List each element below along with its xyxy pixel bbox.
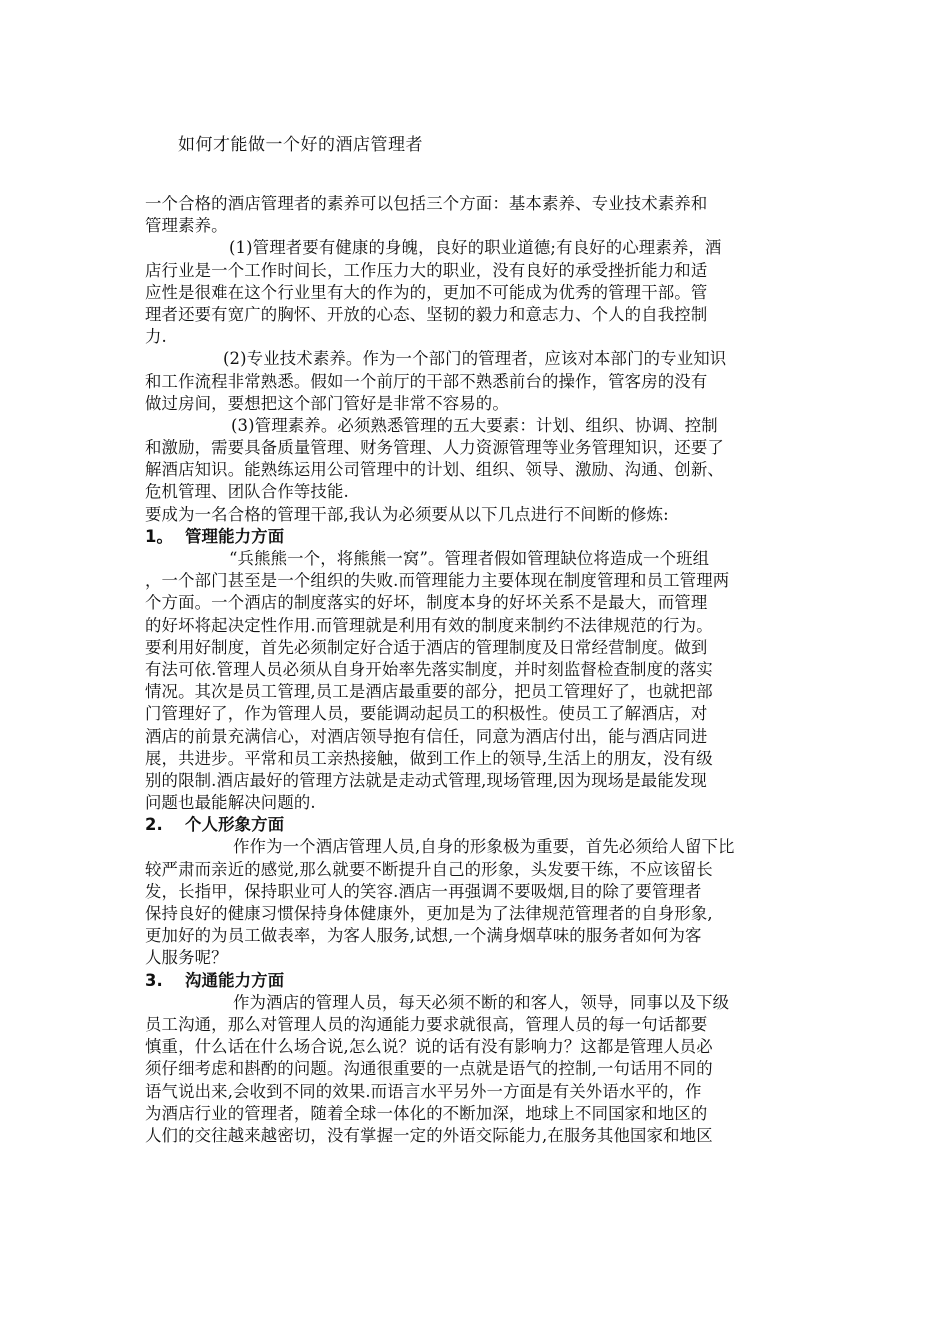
text-line: 人服务呢？ bbox=[145, 948, 228, 968]
transition-line: 要成为一名合格的管理干部,我认为必须要从以下几点进行不间断的修炼: bbox=[145, 504, 669, 524]
text-line: 须仔细考虑和斟酌的问题。沟通很重要的一点就是语气的控制,一句话用不同的 bbox=[145, 1059, 713, 1079]
text-line: 力. bbox=[145, 327, 167, 347]
section-number: 3. bbox=[145, 970, 163, 990]
section-3 bbox=[145, 970, 810, 1148]
section-title: 个人形象方面 bbox=[185, 815, 285, 835]
text-line: 为酒店行业的管理者，随着全球一体化的不断加深，地球上不同国家和地区的 bbox=[145, 1103, 708, 1123]
text-line: 展，共进步。平常和员工亲热接触，做到工作上的领导,生活上的朋友，没有级 bbox=[145, 748, 713, 768]
section-2 bbox=[145, 814, 810, 969]
text-line: (1)管理者要有健康的身魄，良好的职业道德;有良好的心理素养，酒 bbox=[229, 238, 722, 258]
text-line: 更加好的为员工做表率，为客人服务,试想,一个满身烟草味的服务者如何为客 bbox=[145, 926, 702, 946]
text-line: “兵熊熊一个，将熊熊一窝”。管理者假如管理缺位将造成一个班组 bbox=[229, 549, 710, 568]
text-line: 问题也最能解决问题的. bbox=[145, 793, 316, 813]
text-line: 员工沟通，那么对管理人员的沟通能力要求就很高，管理人员的每一句话都要 bbox=[145, 1014, 708, 1034]
text-line: (2)专业技术素养。作为一个部门的管理者，应该对本部门的专业知识 bbox=[223, 349, 727, 369]
text-line: 情况。其次是员工管理,员工是酒店最重要的部分，把员工管理好了，也就把部 bbox=[145, 682, 713, 702]
section-title: 管理能力方面 bbox=[185, 526, 285, 546]
text-line: 危机管理、团队合作等技能. bbox=[145, 482, 349, 502]
document-body bbox=[145, 193, 810, 1147]
text-line: 作为酒店的管理人员，每天必须不断的和客人，领导，同事以及下级 bbox=[233, 992, 730, 1012]
text-line: 语气说出来,会收到不同的效果.而语言水平另外一方面是有关外语水平的，作 bbox=[145, 1081, 702, 1101]
text-line: 店行业是一个工作时间长，工作压力大的职业，没有良好的承受挫折能力和适 bbox=[145, 260, 708, 280]
section-number: 2. bbox=[145, 815, 163, 835]
section-heading bbox=[145, 814, 810, 836]
text-line: 应性是很难在这个行业里有大的作为的，更加不可能成为优秀的管理干部。管 bbox=[145, 282, 708, 302]
text-line: ，一个部门甚至是一个组织的失败.而管理能力主要体现在制度管理和员工管理两 bbox=[145, 571, 730, 591]
section-number: 1。 bbox=[145, 526, 174, 546]
section-heading bbox=[145, 526, 810, 548]
text-line: 理者还要有宽广的胸怀、开放的心态、坚韧的毅力和意志力、个人的自我控制 bbox=[145, 304, 708, 324]
text-line: 的好坏将起决定性作用.而管理就是利用有效的制度来制约不法律规范的行为。 bbox=[145, 615, 713, 635]
text-line: 个方面。一个酒店的制度落实的好坏，制度本身的好坏关系不是最大，而管理 bbox=[145, 593, 708, 613]
text-line: (3)管理素养。必须熟悉管理的五大要素：计划、组织、协调、控制 bbox=[231, 415, 718, 435]
text-line: 和工作流程非常熟悉。假如一个前厅的干部不熟悉前台的操作，管客房的没有 bbox=[145, 371, 708, 391]
text-line: 做过房间，要想把这个部门管好是非常不容易的。 bbox=[145, 393, 509, 413]
section-heading bbox=[145, 970, 810, 992]
text-line: 和激励，需要具备质量管理、财务管理、人力资源管理等业务管理知识，还要了 bbox=[145, 438, 724, 458]
text-line: 管理素养。 bbox=[145, 216, 228, 236]
text-line: 解酒店知识。能熟练运用公司管理中的计划、组织、领导、激励、沟通、创新、 bbox=[145, 460, 724, 480]
point-3-paragraph bbox=[145, 415, 810, 504]
point-2-paragraph bbox=[145, 348, 810, 415]
point-1-paragraph bbox=[145, 237, 810, 348]
text-line: 别的限制.酒店最好的管理方法就是走动式管理,现场管理,因为现场是最能发现 bbox=[145, 770, 707, 790]
text-line: 慎重，什么话在什么场合说,怎么说？说的话有没有影响力？这都是管理人员必 bbox=[145, 1037, 713, 1057]
text-line: 人们的交往越来越密切，没有掌握一定的外语交际能力,在服务其他国家和地区 bbox=[145, 1125, 713, 1145]
intro-paragraph bbox=[145, 193, 810, 237]
text-line: 门管理好了，作为管理人员，要能调动起员工的积极性。使员工了解酒店，对 bbox=[145, 704, 708, 724]
section-1 bbox=[145, 526, 810, 814]
text-line: 作作为一个酒店管理人员,自身的形象极为重要，首先必须给人留下比 bbox=[233, 837, 735, 857]
page-title: 如何才能做一个好的酒店管理者 bbox=[178, 135, 423, 155]
text-line: 保持良好的健康习惯保持身体健康外，更加是为了法律规范管理者的自身形象, bbox=[145, 904, 713, 923]
text-line: 一个合格的酒店管理者的素养可以包括三个方面：基本素养、专业技术素养和 bbox=[145, 194, 708, 213]
section-title: 沟通能力方面 bbox=[185, 970, 285, 990]
text-line: 发，长指甲，保持职业可人的笑容.酒店一再强调不要吸烟,目的除了要管理者 bbox=[145, 881, 702, 901]
text-line: 有法可依.管理人员必须从自身开始率先落实制度，并时刻监督检查制度的落实 bbox=[145, 659, 713, 679]
text-line: 要利用好制度，首先必须制定好合适于酒店的管理制度及日常经营制度。做到 bbox=[145, 637, 708, 657]
text-line: 较严肃而亲近的感觉,那么就要不断提升自己的形象，头发要干练，不应该留长 bbox=[145, 859, 713, 879]
text-line: 酒店的前景充满信心，对酒店领导抱有信任，同意为酒店付出，能与酒店同进 bbox=[145, 726, 708, 746]
